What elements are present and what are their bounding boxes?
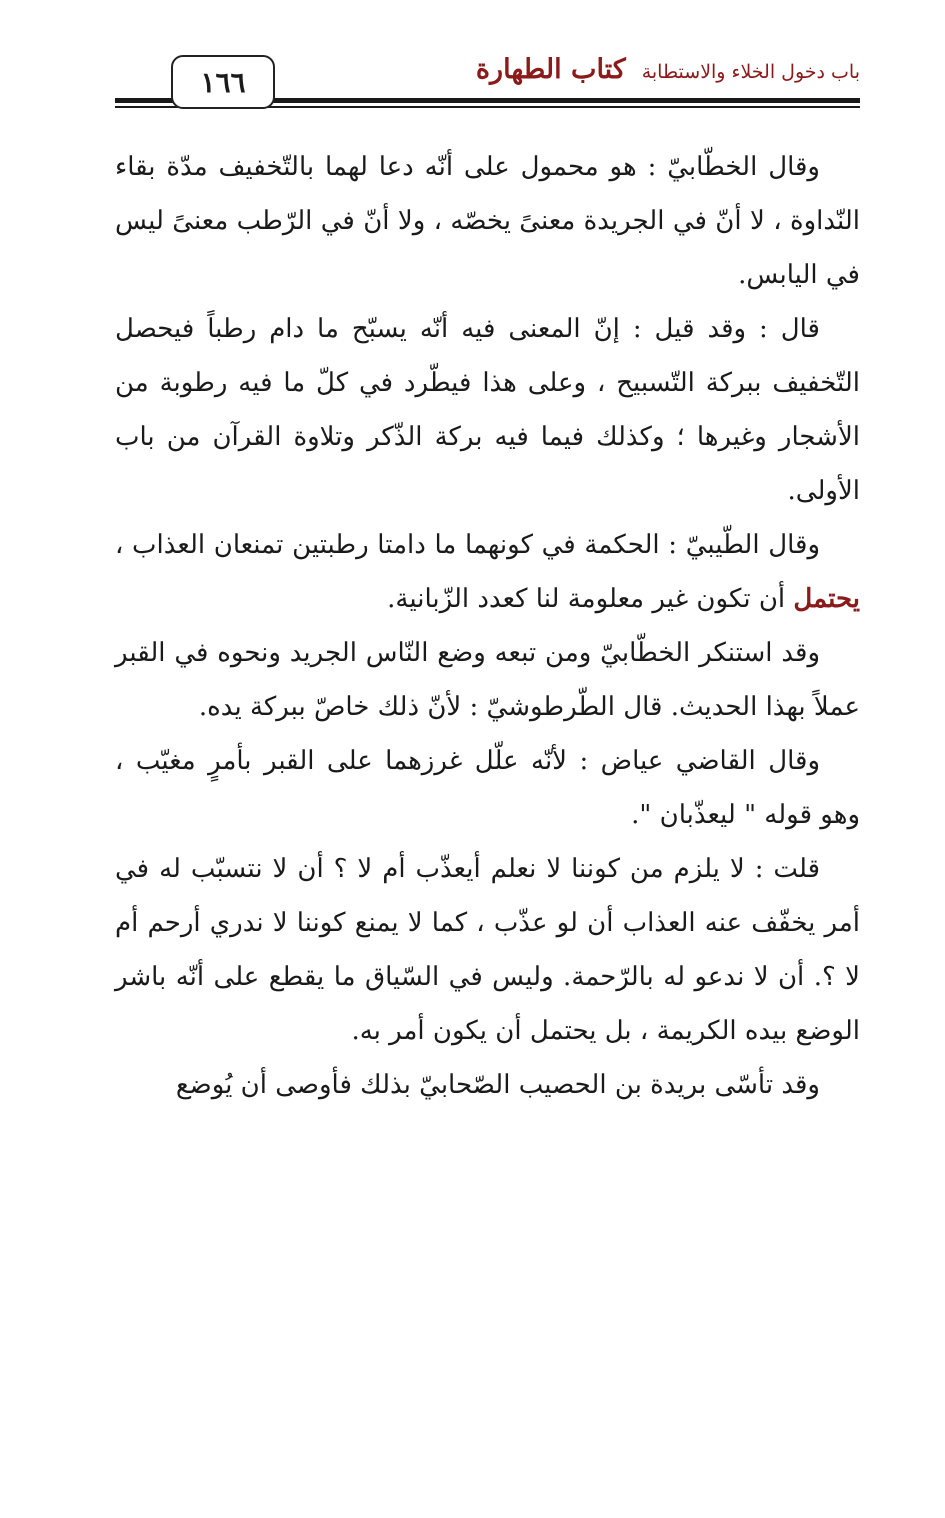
paragraph: وقد تأسّى بريدة بن الحصيب الصّحابيّ بذلك فأوصى أن يُوضع bbox=[175, 1070, 820, 1100]
paragraph: وقد استنكر الخطّابيّ ومن تبعه وضع النّاس الجريد ونحوه في القبر عملاً بهذا الحديث. قال الطّرطوشيّ : لأنّ ذلك خاصّ ببركة يده. bbox=[115, 638, 860, 722]
paragraph: قال : وقد قيل : إنّ المعنى فيه أنّه يسبّح ما دام رطباً فيحصل التّخفيف ببركة التّسبيح ، وعلى هذا فيطّرد في كلّ ما فيه رطوبة من الأشجار وغيرها ؛ وكذلك فيما فيه بركة الذّكر وتلاوة القرآن من باب الأولى. bbox=[115, 314, 860, 506]
book-title: كتاب الطهارة bbox=[475, 54, 626, 85]
page-body bbox=[115, 140, 860, 1112]
running-head bbox=[476, 54, 860, 85]
page-header bbox=[115, 48, 860, 110]
paragraph: وقال الخطّابيّ : هو محمول على أنّه دعا لهما بالتّخفيف مدّة بقاء النّداوة ، لا أنّ في الجريدة معنىً يخصّه ، ولا أنّ في الرّطب معنىً ليس في اليابس. bbox=[115, 152, 860, 290]
page-number: ١٦٦ bbox=[171, 55, 275, 109]
paragraph bbox=[115, 518, 860, 626]
paragraph-text: وقال الطّيبيّ : الحكمة في كونهما ما دامتا رطبتين تمنعان العذاب ، bbox=[115, 530, 820, 560]
paragraph-text: أن تكون غير معلومة لنا كعدد الزّبانية. bbox=[387, 584, 786, 614]
highlighted-word: يحتمل bbox=[793, 584, 860, 614]
paragraph: قلت : لا يلزم من كوننا لا نعلم أيعذّب أم لا ؟ أن لا نتسبّب له في أمر يخفّف عنه العذاب أن لو عذّب ، كما لا يمنع كوننا لا ندري أرحم أم لا ؟. أن لا ندعو له بالرّحمة. وليس في السّياق ما يقطع على أنّه باشر الوضع بيده الكريمة ، بل يحتمل أن يكون أمر به. bbox=[115, 854, 860, 1046]
paragraph: وقال القاضي عياض : لأنّه علّل غرزهما على القبر بأمرٍ مغيّب ، وهو قوله " ليعذّبان ". bbox=[115, 746, 860, 830]
chapter-title: باب دخول الخلاء والاستطابة bbox=[641, 61, 860, 83]
